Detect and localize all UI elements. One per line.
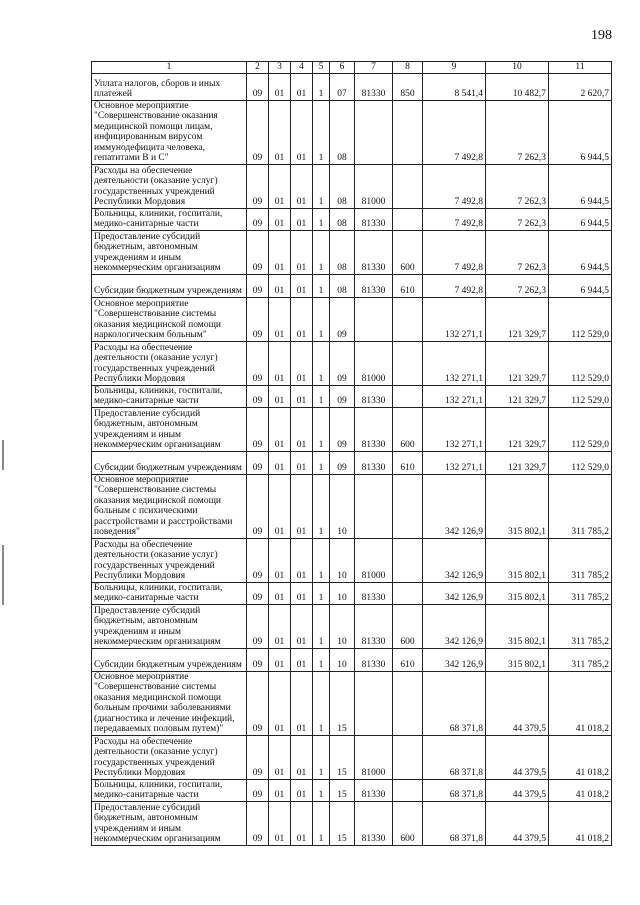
code-direction (355, 100, 393, 164)
code-vr: 610 (393, 451, 423, 474)
col-header-10: 10 (486, 62, 549, 74)
code-direction: 81000 (355, 164, 393, 208)
amount-year3: 41 018,2 (549, 671, 612, 735)
code-pgp: 01 (269, 100, 291, 164)
code-type: 1 (313, 385, 330, 407)
amount-year1: 132 271,1 (423, 407, 486, 451)
amount-year3: 311 785,2 (549, 538, 612, 582)
code-vr: 610 (393, 648, 423, 671)
amount-year3: 112 529,0 (549, 385, 612, 407)
code-direction: 81330 (355, 208, 393, 230)
code-razdel: 01 (291, 297, 313, 341)
code-pgp: 01 (269, 735, 291, 779)
code-pgp: 01 (269, 538, 291, 582)
code-event: 08 (330, 100, 355, 164)
code-razdel: 01 (291, 735, 313, 779)
code-gp: 09 (247, 451, 269, 474)
code-vr (393, 671, 423, 735)
code-gp: 09 (247, 100, 269, 164)
code-gp: 09 (247, 671, 269, 735)
table-row (92, 735, 612, 779)
code-vr (393, 385, 423, 407)
amount-year1: 7 492,8 (423, 274, 486, 297)
page-number: 198 (591, 28, 612, 43)
amount-year2: 7 262,3 (486, 208, 549, 230)
table-body (92, 73, 612, 845)
code-razdel: 01 (291, 604, 313, 648)
table-row (92, 100, 612, 164)
code-pgp: 01 (269, 779, 291, 801)
amount-year2: 44 379,5 (486, 735, 549, 779)
amount-year1: 7 492,8 (423, 100, 486, 164)
code-vr: 600 (393, 604, 423, 648)
table-row (92, 297, 612, 341)
col-header-1: 1 (92, 62, 247, 74)
code-razdel: 01 (291, 779, 313, 801)
code-direction: 81330 (355, 407, 393, 451)
table-row (92, 801, 612, 845)
amount-year3: 41 018,2 (549, 801, 612, 845)
code-gp: 09 (247, 648, 269, 671)
row-name: Больницы, клиники, госпитали, медико-санитарные части (92, 779, 247, 801)
code-event: 08 (330, 230, 355, 274)
code-pgp: 01 (269, 274, 291, 297)
code-vr (393, 341, 423, 385)
row-name: Субсидии бюджетным учреждениям (92, 274, 247, 297)
row-name: Основное мероприятие "Совершенствование системы оказания медицинской помощи больным прочими заболеваниями (диагностика и лечение инфекций, передаваемых половым путем)" (92, 671, 247, 735)
col-header-8: 8 (393, 62, 423, 74)
code-type: 1 (313, 164, 330, 208)
code-pgp: 01 (269, 671, 291, 735)
code-vr: 600 (393, 230, 423, 274)
col-header-5: 5 (313, 62, 330, 74)
amount-year1: 68 371,8 (423, 779, 486, 801)
scan-edge-mark (2, 545, 4, 605)
code-razdel: 01 (291, 582, 313, 604)
amount-year1: 68 371,8 (423, 801, 486, 845)
code-type: 1 (313, 407, 330, 451)
code-direction (355, 297, 393, 341)
code-type: 1 (313, 451, 330, 474)
code-direction: 81330 (355, 73, 393, 100)
amount-year3: 6 944,5 (549, 230, 612, 274)
amount-year3: 311 785,2 (549, 474, 612, 538)
amount-year1: 132 271,1 (423, 341, 486, 385)
code-type: 1 (313, 100, 330, 164)
row-name: Субсидии бюджетным учреждениям (92, 451, 247, 474)
table-row (92, 648, 612, 671)
code-event: 09 (330, 451, 355, 474)
code-type: 1 (313, 604, 330, 648)
code-razdel: 01 (291, 451, 313, 474)
amount-year1: 7 492,8 (423, 208, 486, 230)
code-pgp: 01 (269, 385, 291, 407)
amount-year1: 68 371,8 (423, 671, 486, 735)
code-gp: 09 (247, 538, 269, 582)
code-direction: 81330 (355, 648, 393, 671)
table-row (92, 341, 612, 385)
code-vr (393, 100, 423, 164)
code-event: 09 (330, 407, 355, 451)
code-pgp: 01 (269, 208, 291, 230)
amount-year2: 7 262,3 (486, 164, 549, 208)
code-type: 1 (313, 582, 330, 604)
amount-year2: 121 329,7 (486, 297, 549, 341)
code-pgp: 01 (269, 164, 291, 208)
code-pgp: 01 (269, 451, 291, 474)
code-gp: 09 (247, 735, 269, 779)
code-vr: 600 (393, 801, 423, 845)
code-event: 10 (330, 582, 355, 604)
code-pgp: 01 (269, 582, 291, 604)
code-vr (393, 582, 423, 604)
code-type: 1 (313, 73, 330, 100)
amount-year1: 342 126,9 (423, 648, 486, 671)
code-type: 1 (313, 474, 330, 538)
amount-year2: 7 262,3 (486, 230, 549, 274)
code-razdel: 01 (291, 341, 313, 385)
code-event: 08 (330, 164, 355, 208)
row-name: Субсидии бюджетным учреждениям (92, 648, 247, 671)
code-event: 10 (330, 538, 355, 582)
code-type: 1 (313, 735, 330, 779)
code-type: 1 (313, 230, 330, 274)
code-vr: 850 (393, 73, 423, 100)
col-header-9: 9 (423, 62, 486, 74)
code-event: 15 (330, 735, 355, 779)
row-name: Основное мероприятие "Совершенствование системы оказания медицинской помощи наркологическим больным" (92, 297, 247, 341)
code-type: 1 (313, 671, 330, 735)
code-direction: 81330 (355, 801, 393, 845)
amount-year2: 121 329,7 (486, 385, 549, 407)
amount-year2: 44 379,5 (486, 801, 549, 845)
header-row (92, 62, 612, 74)
code-direction (355, 474, 393, 538)
row-name: Расходы на обеспечение деятельности (оказание услуг) государственных учреждений Республики Мордовия (92, 341, 247, 385)
code-pgp: 01 (269, 341, 291, 385)
code-razdel: 01 (291, 164, 313, 208)
code-event: 10 (330, 604, 355, 648)
code-vr (393, 164, 423, 208)
amount-year1: 342 126,9 (423, 538, 486, 582)
code-pgp: 01 (269, 407, 291, 451)
code-vr: 610 (393, 274, 423, 297)
col-header-6: 6 (330, 62, 355, 74)
amount-year2: 315 802,1 (486, 474, 549, 538)
table-row (92, 779, 612, 801)
table-row (92, 208, 612, 230)
code-razdel: 01 (291, 648, 313, 671)
code-gp: 09 (247, 208, 269, 230)
amount-year2: 7 262,3 (486, 100, 549, 164)
code-direction: 81330 (355, 779, 393, 801)
code-gp: 09 (247, 274, 269, 297)
table-row (92, 407, 612, 451)
table-row (92, 164, 612, 208)
code-vr (393, 474, 423, 538)
row-name: Расходы на обеспечение деятельности (оказание услуг) государственных учреждений Республики Мордовия (92, 164, 247, 208)
code-event: 08 (330, 274, 355, 297)
code-vr (393, 297, 423, 341)
code-event: 10 (330, 648, 355, 671)
row-name: Основное мероприятие "Совершенствование оказания медицинской помощи лицам, инфицированным вирусом иммунодефицита человека, гепатитами В и С" (92, 100, 247, 164)
code-razdel: 01 (291, 801, 313, 845)
code-vr (393, 538, 423, 582)
code-event: 07 (330, 73, 355, 100)
code-gp: 09 (247, 73, 269, 100)
code-gp: 09 (247, 779, 269, 801)
code-direction: 81330 (355, 582, 393, 604)
amount-year1: 132 271,1 (423, 451, 486, 474)
col-header-2: 2 (247, 62, 269, 74)
code-vr (393, 779, 423, 801)
amount-year2: 121 329,7 (486, 451, 549, 474)
amount-year3: 6 944,5 (549, 274, 612, 297)
amount-year3: 2 620,7 (549, 73, 612, 100)
code-event: 08 (330, 208, 355, 230)
row-name: Больницы, клиники, госпитали, медико-санитарные части (92, 208, 247, 230)
table-row (92, 230, 612, 274)
code-razdel: 01 (291, 671, 313, 735)
code-razdel: 01 (291, 208, 313, 230)
code-type: 1 (313, 208, 330, 230)
amount-year3: 311 785,2 (549, 648, 612, 671)
code-vr: 600 (393, 407, 423, 451)
code-gp: 09 (247, 604, 269, 648)
row-name: Больницы, клиники, госпитали, медико-санитарные части (92, 582, 247, 604)
code-razdel: 01 (291, 100, 313, 164)
code-direction: 81000 (355, 538, 393, 582)
code-event: 10 (330, 474, 355, 538)
code-type: 1 (313, 779, 330, 801)
code-razdel: 01 (291, 407, 313, 451)
table-row (92, 451, 612, 474)
code-type: 1 (313, 274, 330, 297)
row-name: Расходы на обеспечение деятельности (оказание услуг) государственных учреждений Республики Мордовия (92, 538, 247, 582)
table-row (92, 385, 612, 407)
col-header-7: 7 (355, 62, 393, 74)
code-event: 09 (330, 385, 355, 407)
col-header-3: 3 (269, 62, 291, 74)
code-razdel: 01 (291, 230, 313, 274)
amount-year3: 41 018,2 (549, 735, 612, 779)
code-direction: 81000 (355, 341, 393, 385)
code-event: 15 (330, 801, 355, 845)
amount-year2: 10 482,7 (486, 73, 549, 100)
code-event: 09 (330, 341, 355, 385)
amount-year2: 121 329,7 (486, 341, 549, 385)
code-gp: 09 (247, 341, 269, 385)
amount-year1: 342 126,9 (423, 474, 486, 538)
code-type: 1 (313, 648, 330, 671)
amount-year1: 68 371,8 (423, 735, 486, 779)
amount-year2: 315 802,1 (486, 538, 549, 582)
scan-edge-mark (2, 440, 4, 470)
code-direction: 81330 (355, 274, 393, 297)
amount-year1: 342 126,9 (423, 582, 486, 604)
code-gp: 09 (247, 407, 269, 451)
code-gp: 09 (247, 164, 269, 208)
amount-year3: 112 529,0 (549, 407, 612, 451)
row-name: Уплата налогов, сборов и иных платежей (92, 73, 247, 100)
amount-year2: 7 262,3 (486, 274, 549, 297)
col-header-11: 11 (549, 62, 612, 74)
code-gp: 09 (247, 297, 269, 341)
code-gp: 09 (247, 582, 269, 604)
code-razdel: 01 (291, 385, 313, 407)
code-gp: 09 (247, 230, 269, 274)
amount-year1: 132 271,1 (423, 385, 486, 407)
code-pgp: 01 (269, 648, 291, 671)
code-direction: 81330 (355, 604, 393, 648)
code-vr (393, 735, 423, 779)
amount-year2: 315 802,1 (486, 582, 549, 604)
code-event: 09 (330, 297, 355, 341)
row-name: Предоставление субсидий бюджетным, автономным учреждениям и иным некоммерческим организациям (92, 604, 247, 648)
table-row (92, 73, 612, 100)
amount-year3: 112 529,0 (549, 451, 612, 474)
code-direction: 81330 (355, 451, 393, 474)
code-pgp: 01 (269, 230, 291, 274)
code-event: 15 (330, 671, 355, 735)
row-name: Предоставление субсидий бюджетным, автономным учреждениям и иным некоммерческим организациям (92, 407, 247, 451)
code-direction: 81330 (355, 230, 393, 274)
code-pgp: 01 (269, 73, 291, 100)
col-header-4: 4 (291, 62, 313, 74)
code-razdel: 01 (291, 474, 313, 538)
code-gp: 09 (247, 801, 269, 845)
code-type: 1 (313, 538, 330, 582)
amount-year2: 44 379,5 (486, 779, 549, 801)
code-razdel: 01 (291, 73, 313, 100)
amount-year1: 7 492,8 (423, 230, 486, 274)
budget-table (91, 61, 612, 846)
code-gp: 09 (247, 474, 269, 538)
table-row (92, 538, 612, 582)
code-pgp: 01 (269, 474, 291, 538)
amount-year3: 311 785,2 (549, 604, 612, 648)
code-type: 1 (313, 801, 330, 845)
amount-year1: 342 126,9 (423, 604, 486, 648)
table-row (92, 274, 612, 297)
table-row (92, 582, 612, 604)
table-row (92, 474, 612, 538)
amount-year3: 6 944,5 (549, 100, 612, 164)
amount-year2: 315 802,1 (486, 648, 549, 671)
row-name: Расходы на обеспечение деятельности (оказание услуг) государственных учреждений Республики Мордовия (92, 735, 247, 779)
amount-year2: 315 802,1 (486, 604, 549, 648)
code-razdel: 01 (291, 538, 313, 582)
code-direction (355, 671, 393, 735)
amount-year1: 132 271,1 (423, 297, 486, 341)
row-name: Больницы, клиники, госпитали, медико-санитарные части (92, 385, 247, 407)
row-name: Предоставление субсидий бюджетным, автономным учреждениям и иным некоммерческим организациям (92, 801, 247, 845)
table-row (92, 671, 612, 735)
amount-year3: 311 785,2 (549, 582, 612, 604)
amount-year3: 112 529,0 (549, 341, 612, 385)
amount-year3: 41 018,2 (549, 779, 612, 801)
code-vr (393, 208, 423, 230)
amount-year3: 6 944,5 (549, 164, 612, 208)
table-row (92, 604, 612, 648)
code-pgp: 01 (269, 604, 291, 648)
code-event: 15 (330, 779, 355, 801)
code-direction: 81000 (355, 735, 393, 779)
amount-year2: 44 379,5 (486, 671, 549, 735)
row-name: Основное мероприятие "Совершенствование системы оказания медицинской помощи больным с психическими расстройствами и расстройствами поведения" (92, 474, 247, 538)
code-pgp: 01 (269, 801, 291, 845)
code-gp: 09 (247, 385, 269, 407)
code-type: 1 (313, 297, 330, 341)
amount-year3: 6 944,5 (549, 208, 612, 230)
amount-year1: 7 492,8 (423, 164, 486, 208)
amount-year1: 8 541,4 (423, 73, 486, 100)
code-direction: 81330 (355, 385, 393, 407)
row-name: Предоставление субсидий бюджетным, автономным учреждениям и иным некоммерческим организациям (92, 230, 247, 274)
code-razdel: 01 (291, 274, 313, 297)
code-type: 1 (313, 341, 330, 385)
amount-year3: 112 529,0 (549, 297, 612, 341)
amount-year2: 121 329,7 (486, 407, 549, 451)
code-pgp: 01 (269, 297, 291, 341)
